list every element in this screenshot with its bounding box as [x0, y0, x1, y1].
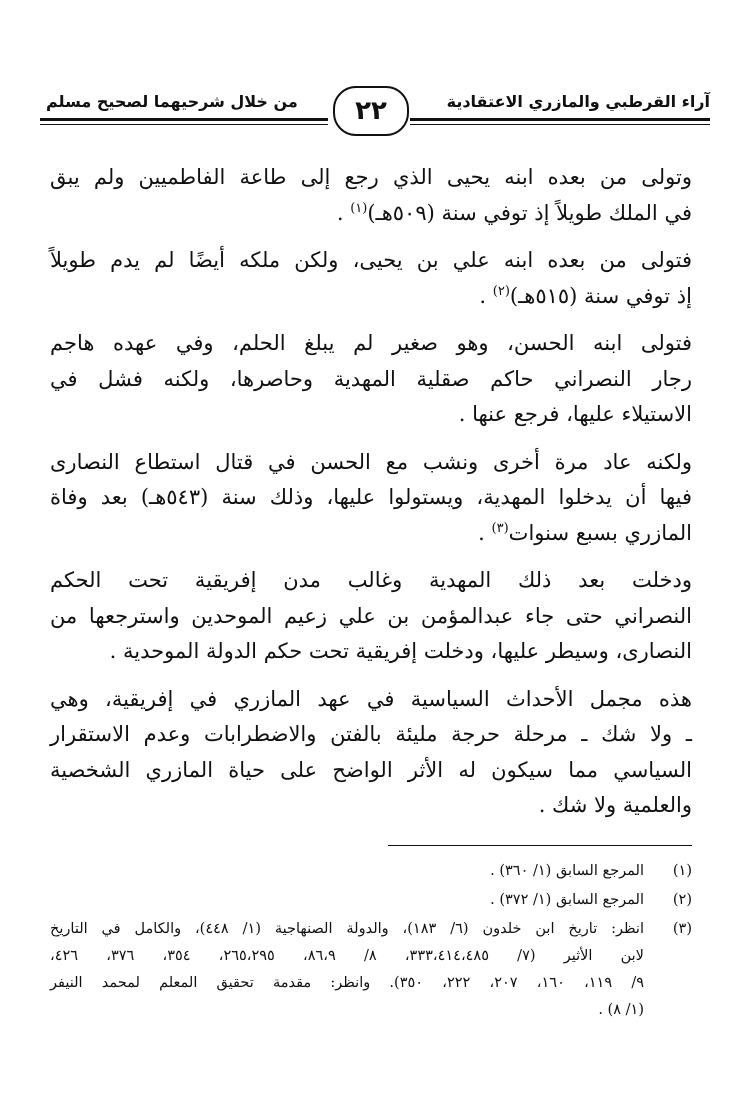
text-line-content: هذه مجمل الأحداث السياسية في عهد المازري في إفريقية، وهي: [50, 686, 692, 711]
text-line-content: النصراني حتى جاء عبدالمؤمن بن علي زعيم الموحدين واسترجعها من: [50, 603, 692, 628]
running-header: [40, 86, 710, 142]
footnotes: [50, 858, 692, 1026]
footnote-line: لابن الأثير (٧/ ٣٣٣،٤١٤،٤٨٥، ٨/ ٨٦،٩، ٢٦٥،٢٩٥، ٣٥٤، ٣٧٦، ٤٢٦،: [50, 948, 644, 964]
footnote-text: [50, 887, 644, 914]
text-line-content: فيها أن يدخلوا المهدية، ويستولوا عليها، وذلك سنة (٥٤٣هـ) بعد وفاة: [50, 485, 692, 509]
text-line-content: الاستيلاء عليها، فرجع عنها .: [458, 402, 692, 426]
text-line: [50, 682, 692, 718]
sentence-end: .: [336, 200, 351, 225]
text-line: [50, 788, 692, 824]
text-line-content: وتولى من بعده ابنه يحيى الذي رجع إلى طاعة الفاطميين ولم يبق: [50, 165, 692, 189]
text-line-content: ـ ولا شك ـ مرحلة حرجة مليئة بالفتن والاضطرابات وعدم الاستقرار: [50, 722, 692, 746]
text-line: [50, 243, 692, 279]
text-line-content: ودخلت بعد ذلك المهدية وغالب مدن إفريقية تحت الحكم: [50, 568, 692, 592]
text-line-content: والعلمية ولا شك .: [538, 793, 692, 817]
body-paragraph: [50, 682, 692, 824]
footnote-reference[interactable]: (١): [350, 200, 368, 216]
text-line: [50, 326, 692, 362]
header-rule-right-thin: [410, 124, 710, 125]
text-line: [50, 279, 692, 315]
footnote-reference[interactable]: (٢): [492, 283, 510, 299]
header-rule-left-thin: [40, 124, 328, 125]
text-line-content: إذ توفي سنة (٥١٥هـ): [509, 283, 692, 308]
footnote-text: [50, 858, 644, 885]
sentence-end: .: [478, 520, 492, 545]
text-line-content: فتولى ابنه الحسن، وهو صغير لم يبلغ الحلم، وفي عهده هاجم: [50, 331, 692, 355]
footnote-number: (١): [672, 863, 692, 879]
footnote: [50, 858, 692, 885]
footnote-separator: [388, 845, 692, 846]
text-line-content: فتولى من بعده ابنه علي بن يحيى، ولكن ملكه أيضًا لم يدم طويلاً: [50, 248, 692, 272]
body-paragraph: [50, 326, 692, 433]
text-line-content: السياسي مما سيكون له الأثر الواضح على حياة المازري الشخصية: [50, 757, 692, 782]
footnote: [50, 887, 692, 914]
text-line-content: رجار النصراني حاكم صقلية المهدية وحاصرها، ولكنه فشل في: [50, 366, 692, 391]
body-paragraph: [50, 445, 692, 552]
text-line: [50, 634, 692, 670]
text-line: [50, 599, 692, 635]
footnote: [50, 916, 692, 1024]
footnote-number: (٢): [672, 892, 692, 908]
footnote-number: (٣): [672, 921, 692, 937]
text-line: [50, 480, 692, 516]
footnote-reference[interactable]: (٣): [491, 520, 509, 536]
main-text: [50, 160, 692, 836]
sentence-end: .: [479, 283, 493, 308]
body-paragraph: [50, 243, 692, 314]
footnote-text: [50, 916, 644, 1024]
text-line-content: ولكنه عاد مرة أخرى ونشب مع الحسن في قتال استطاع النصارى: [50, 449, 692, 474]
text-line: [50, 397, 692, 433]
text-line: [50, 445, 692, 481]
text-line-content: في الملك طويلاً إذ توفي سنة (٥٠٩هـ): [367, 200, 692, 225]
header-book-title: آراء القرطبي والمازري الاعتقادية: [446, 92, 710, 111]
text-line: [50, 362, 692, 398]
header-rule-right: [410, 118, 710, 121]
footnote-line: المرجع السابق (١/ ٣٦٠) .: [490, 863, 644, 879]
body-paragraph: [50, 160, 692, 231]
header-book-subtitle: من خلال شرحيهما لصحيح مسلم: [46, 92, 298, 111]
footnote-line: ٩/ ١١٩، ١٦٠، ٢٠٧، ٢٢٢، ٣٥٠). وانظر: مقدمة تحقيق المعلم لمحمد النيفر: [50, 975, 645, 991]
footnote-line: انظر: تاريخ ابن خلدون (٦/ ١٨٣)، والدولة الصنهاجية (١/ ٤٤٨)، والكامل في التاريخ: [50, 921, 644, 937]
text-line-content: النصارى، وسيطر عليها، ودخلت إفريقية تحت حكم الدولة الموحدية .: [109, 639, 692, 663]
text-line: [50, 563, 692, 599]
footnote-line: (١/ ٨) .: [598, 1002, 644, 1018]
body-paragraph: [50, 563, 692, 670]
page-number-badge: [333, 86, 409, 136]
footnote-line: المرجع السابق (١/ ٣٧٢) .: [490, 892, 644, 908]
text-line: [50, 753, 692, 789]
page-number: ٢٢: [355, 96, 387, 126]
header-rule-left: [40, 118, 328, 121]
text-line: [50, 717, 692, 753]
text-line: [50, 196, 692, 232]
text-line: [50, 516, 692, 552]
text-line: [50, 160, 692, 196]
text-line-content: المازري بسبع سنوات: [508, 520, 692, 545]
